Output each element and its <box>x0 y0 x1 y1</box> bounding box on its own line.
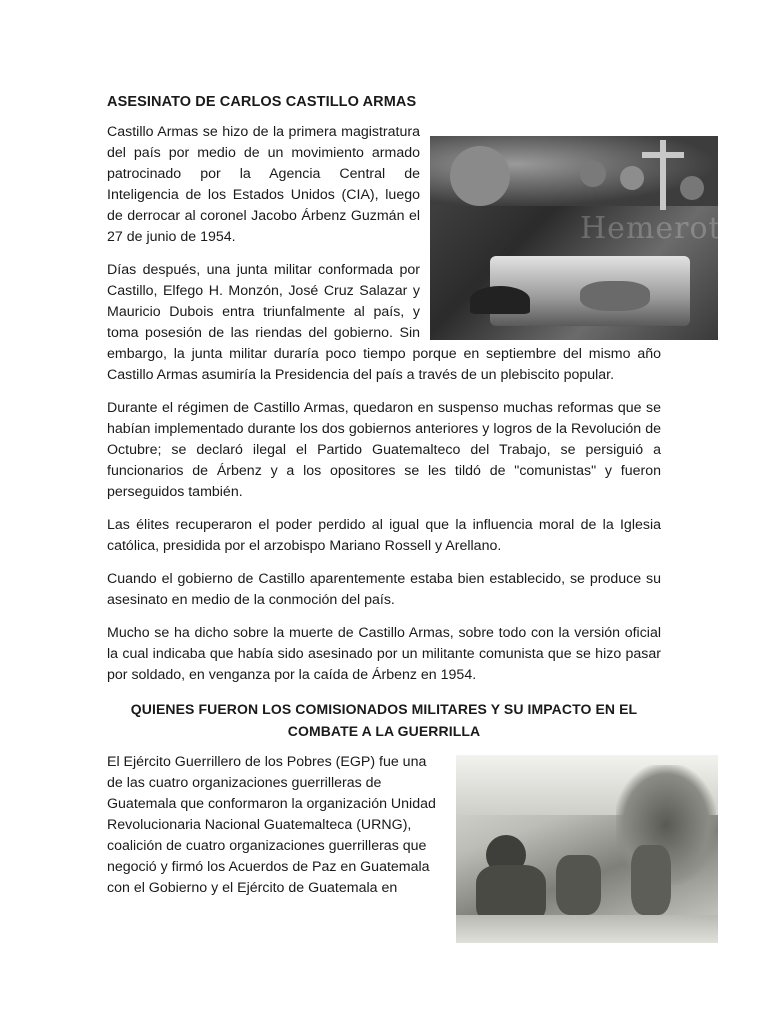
paragraph: Durante el régimen de Castillo Armas, quedaron en suspenso muchas reformas que se habían implementado durante los dos gobiernos anteriores y logros de la Revolución de Octubre; se declaró ilegal el Partido Guatemalteco del Trabajo, se persiguió a funcionarios de Árbenz y a los opositores se les tildó de "comunistas" y fueron perseguidos también. <box>107 400 661 500</box>
paragraph: Mucho se ha dicho sobre la muerte de Castillo Armas, sobre todo con la versión oficial la cual indicaba que había sido asesinado por un militante comunista que se hizo pasar por soldado, en venganza por la caída de Árbenz en 1954. <box>107 625 661 683</box>
section-title-castillo-armas: ASESINATO DE CARLOS CASTILLO ARMAS <box>107 94 417 110</box>
funeral-photo <box>430 136 777 340</box>
paragraph: El Ejército Guerrillero de los Pobres (EGP) fue una de las cuatro organizaciones guerrilleras de Guatemala que conformaron la organización Unidad Revolucionaria Nacional Guatemalteca (URNG), coalición de cuatro organizaciones guerrilleras que negoció y firmó los Acuerdos de Paz en Guatemala con el Gobierno y el Ejército de Guatemala en <box>107 754 436 896</box>
guerrilla-photo <box>456 755 718 943</box>
paragraph: Cuando el gobierno de Castillo aparentemente estaba bien establecido, se produce su asesinato en medio de la conmoción del país. <box>107 571 661 608</box>
paragraph: Las élites recuperaron el poder perdido al igual que la influencia moral de la Iglesia católica, presidida por el arzobispo Mariano Rossell y Arellano. <box>107 517 661 554</box>
paragraph: Castillo Armas se hizo de la primera magistratura del país por medio de un movimiento armado patrocinado por la Agencia Central de Inteligencia de los Estados Unidos (CIA), luego de derrocar al coronel Jacobo Árbenz Guzmán el 27 de junio de 1954. <box>107 124 420 245</box>
section-title-comisionados: QUIENES FUERON LOS COMISIONADOS MILITARES Y SU IMPACTO EN EL COMBATE A LA GUERRILLA <box>130 701 638 739</box>
photo-watermark: Hemeroteca <box>580 211 777 246</box>
document-body <box>107 93 777 947</box>
paragraph: Días después, una junta militar conformada por Castillo, Elfego H. Monzón, José Cruz Salazar y Mauricio Dubois entra triunfalmente al país, y toma posesión de las riendas del gobierno. Sin embargo, la junta militar duraría poco tiempo porque en septiembre del mismo año Castillo Armas asumiría la Presidencia del país a través de un plebiscito popular. <box>107 262 661 383</box>
